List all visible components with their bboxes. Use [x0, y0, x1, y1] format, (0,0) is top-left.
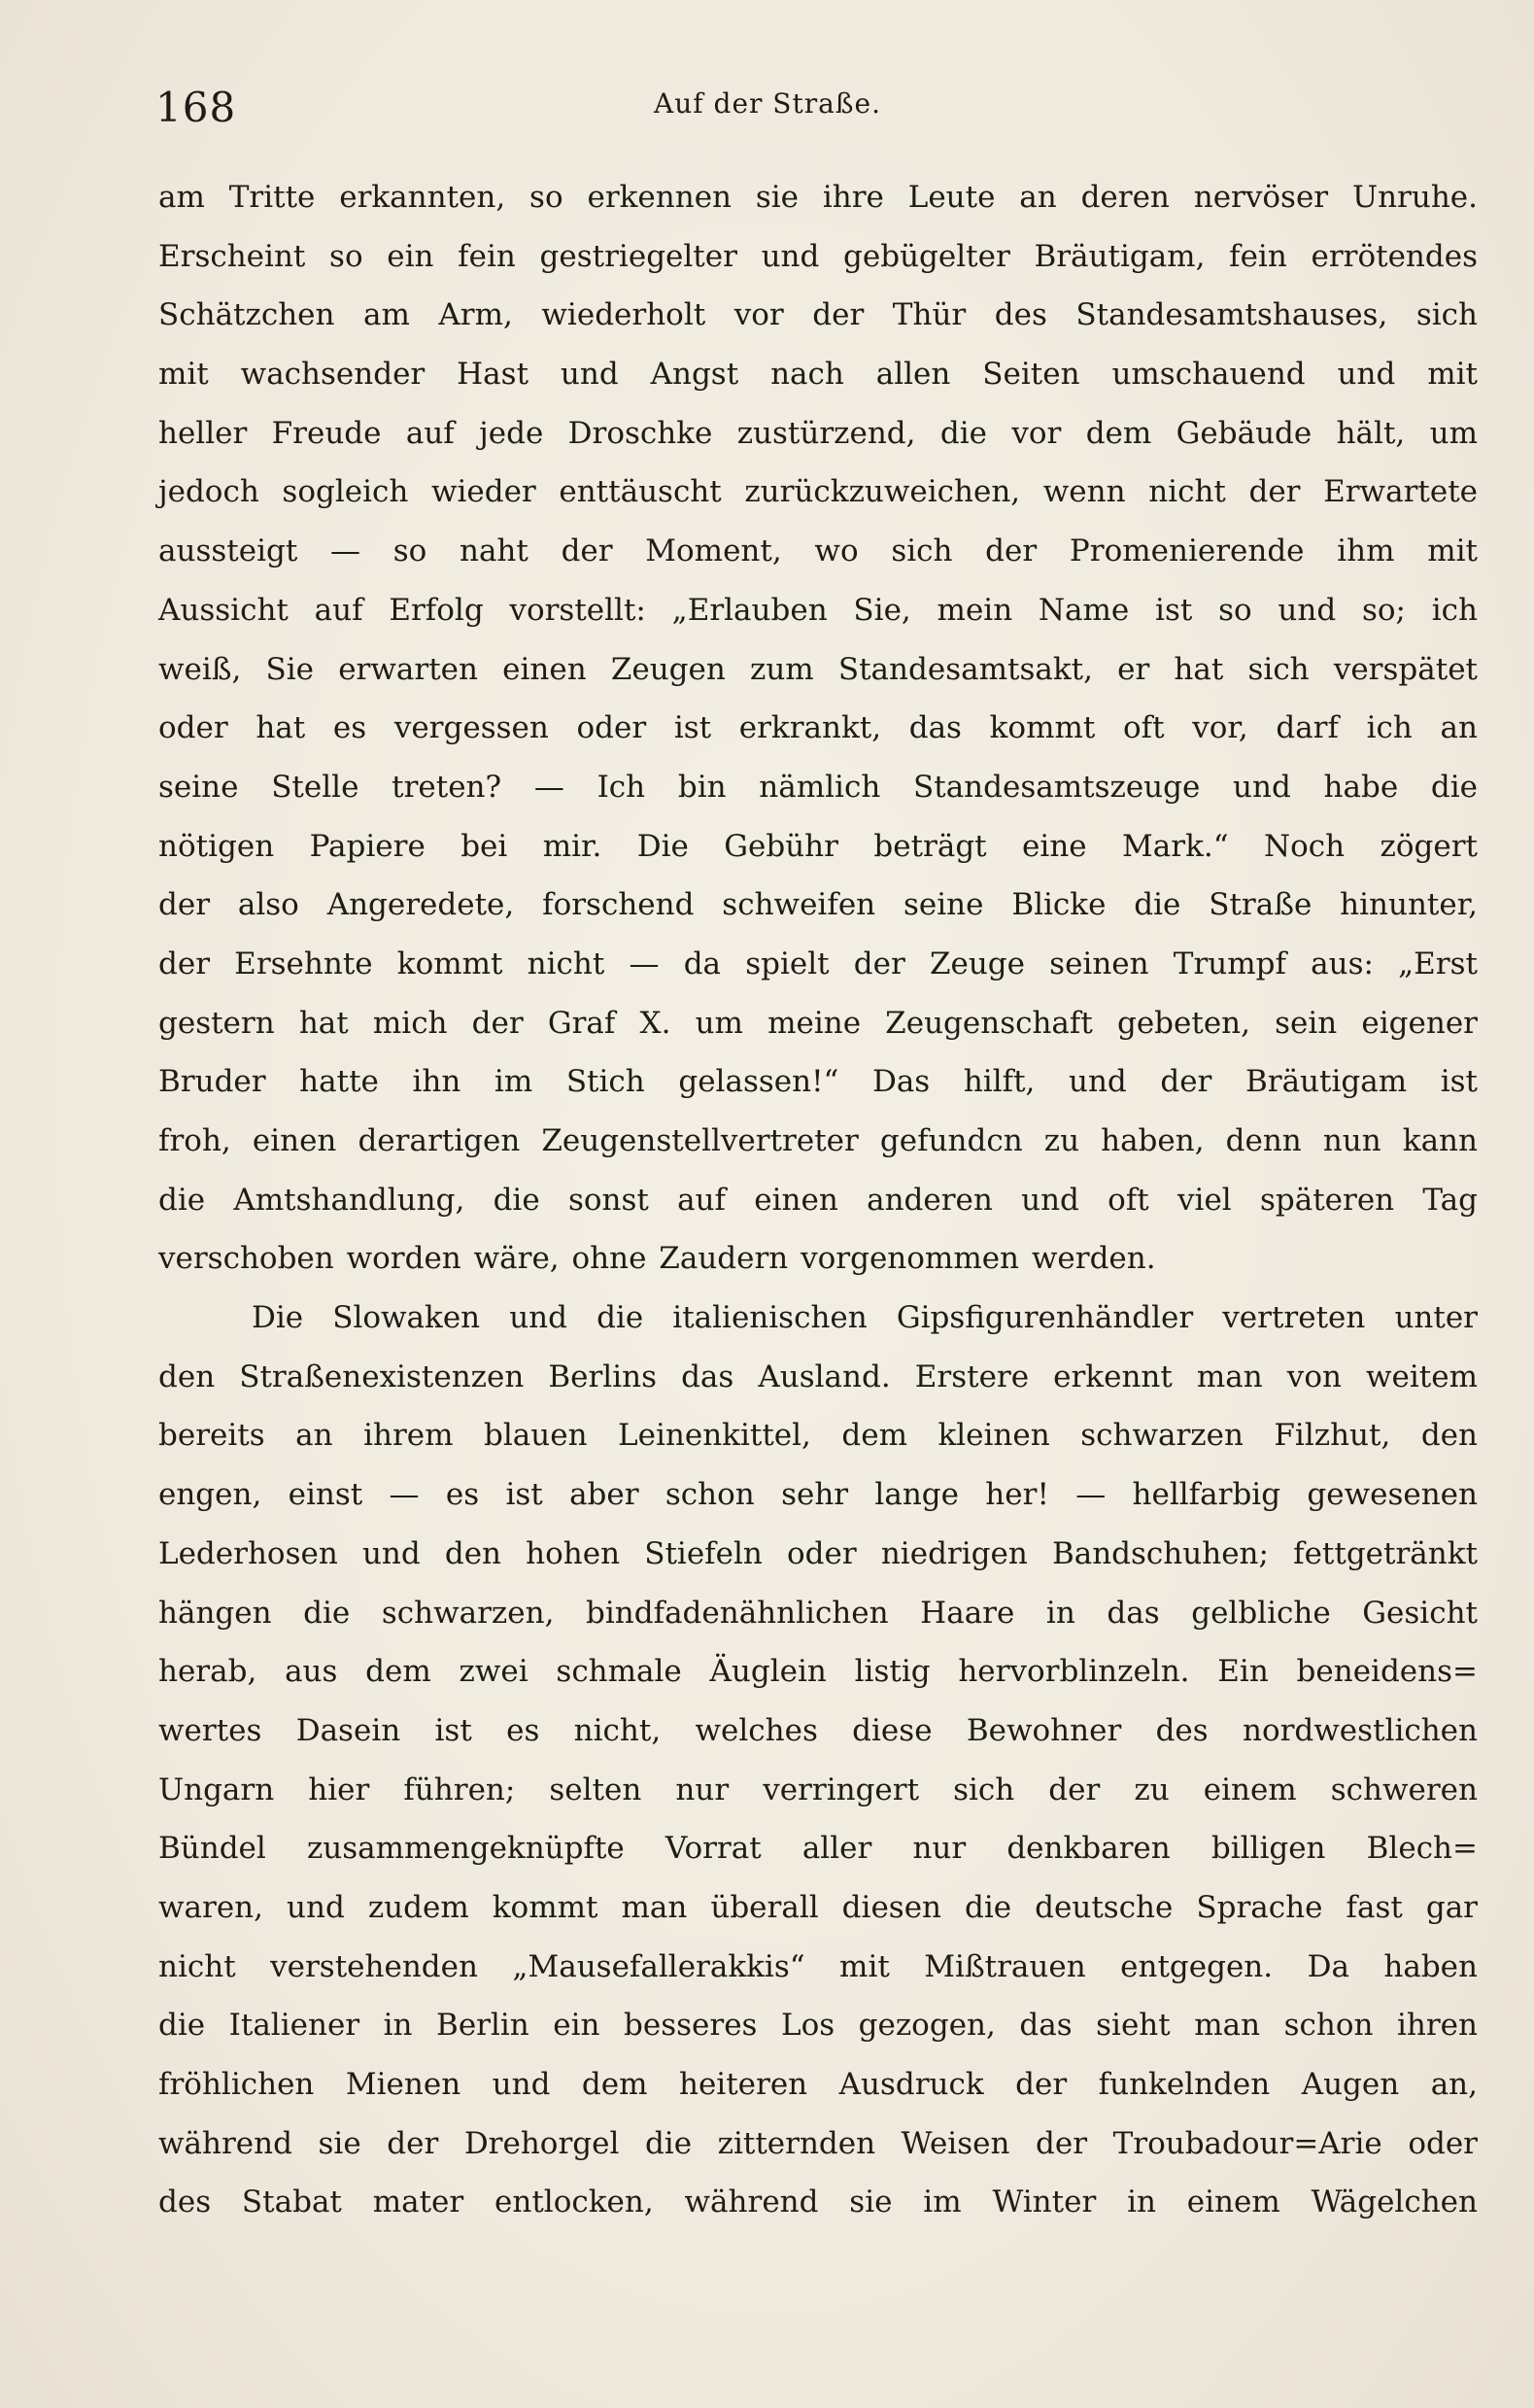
- text-line: wertes Dasein ist es nicht, welches diese Bewohner des nordwestlichen: [158, 1712, 1478, 1748]
- text-line: aussteigt — so naht der Moment, wo sich der Promenierende ihm mit: [158, 533, 1478, 569]
- text-line: oder hat es vergessen oder ist erkrankt, das kommt oft vor, darf ich an: [158, 710, 1478, 746]
- text-line: Schätzchen am Arm, wiederholt vor der Thür des Standesamtshauses, sich: [158, 297, 1478, 333]
- text-line: waren, und zudem kommt man überall diesen die deutsche Sprache fast gar: [158, 1889, 1478, 1925]
- text-line: heller Freude auf jede Droschke zustürzend, die vor dem Gebäude hält, um: [158, 415, 1478, 451]
- text-line: nicht verstehenden „Mausefallerakkis“ mit Mißtrauen entgegen. Da haben: [158, 1948, 1478, 1984]
- page-number: 168: [155, 84, 237, 131]
- text-line: den Straßenexistenzen Berlins das Ausland. Erstere erkennt man von weitem: [158, 1359, 1478, 1394]
- paragraph-start-line: Die Slowaken und die italienischen Gipsfigurenhändler vertreten unter: [252, 1300, 1478, 1336]
- text-line: die Amtshandlung, die sonst auf einen anderen und oft viel späteren Tag: [158, 1182, 1478, 1218]
- text-line: der Ersehnte kommt nicht — da spielt der Zeuge seinen Trumpf aus: „Erst: [158, 946, 1478, 981]
- text-line: weiß, Sie erwarten einen Zeugen zum Standesamtsakt, er hat sich verspätet: [158, 651, 1478, 687]
- text-line: froh, einen derartigen Zeugenstellvertreter gefundcn zu haben, denn nun kann: [158, 1123, 1478, 1158]
- text-line: am Tritte erkannten, so erkennen sie ihre Leute an deren nervöser Unruhe.: [158, 180, 1478, 215]
- text-line: engen, einst — es ist aber schon sehr lange her! — hellfarbig gewesenen: [158, 1477, 1478, 1513]
- text-line: seine Stelle treten? — Ich bin nämlich Standesamtszeuge und habe die: [158, 769, 1478, 805]
- text-line: bereits an ihrem blauen Leinenkittel, dem kleinen schwarzen Filzhut, den: [158, 1418, 1478, 1454]
- running-head: Auf der Straße.: [654, 87, 881, 120]
- text-line: hängen die schwarzen, bindfadenähnlichen Haare in das gelbliche Gesicht: [158, 1595, 1478, 1631]
- text-line: nötigen Papiere bei mir. Die Gebühr beträgt eine Mark.“ Noch zögert: [158, 828, 1478, 864]
- text-line: mit wachsender Hast und Angst nach allen Seiten umschauend und mit: [158, 357, 1478, 393]
- text-line: verschoben worden wäre, ohne Zaudern vorgenommen werden.: [158, 1241, 1156, 1277]
- text-line: herab, aus dem zwei schmale Äuglein listig hervorblinzeln. Ein beneidens=: [158, 1654, 1478, 1690]
- text-line: fröhlichen Mienen und dem heiteren Ausdruck der funkelnden Augen an,: [158, 2067, 1478, 2102]
- text-line: Bündel zusammengeknüpfte Vorrat aller nur denkbaren billigen Blech=: [158, 1831, 1478, 1867]
- text-line: Lederhosen und den hohen Stiefeln oder niedrigen Bandschuhen; fettgetränkt: [158, 1535, 1478, 1571]
- text-line: Aussicht auf Erfolg vorstellt: „Erlauben Sie, mein Name ist so und so; ich: [158, 592, 1478, 628]
- page-header: [155, 78, 1380, 136]
- text-line: die Italiener in Berlin ein besseres Los gezogen, das sieht man schon ihren: [158, 2008, 1478, 2044]
- body-text: [158, 168, 1478, 2232]
- text-line: Erscheint so ein fein gestriegelter und gebügelter Bräutigam, fein errötendes: [158, 238, 1478, 274]
- text-line: gestern hat mich der Graf X. um meine Zeugenschaft gebeten, sein eigener: [158, 1005, 1478, 1041]
- text-line: jedoch sogleich wieder enttäuscht zurückzuweichen, wenn nicht der Erwartete: [158, 474, 1478, 510]
- text-line: der also Angeredete, forschend schweifen seine Blicke die Straße hinunter,: [158, 887, 1478, 923]
- text-line: des Stabat mater entlocken, während sie im Winter in einem Wägelchen: [158, 2184, 1478, 2220]
- text-line: Ungarn hier führen; selten nur verringert sich der zu einem schweren: [158, 1772, 1478, 1807]
- text-line: Bruder hatte ihn im Stich gelassen!“ Das hilft, und der Bräutigam ist: [158, 1064, 1478, 1100]
- text-line: während sie der Drehorgel die zitternden Weisen der Troubadour=Arie oder: [158, 2125, 1478, 2161]
